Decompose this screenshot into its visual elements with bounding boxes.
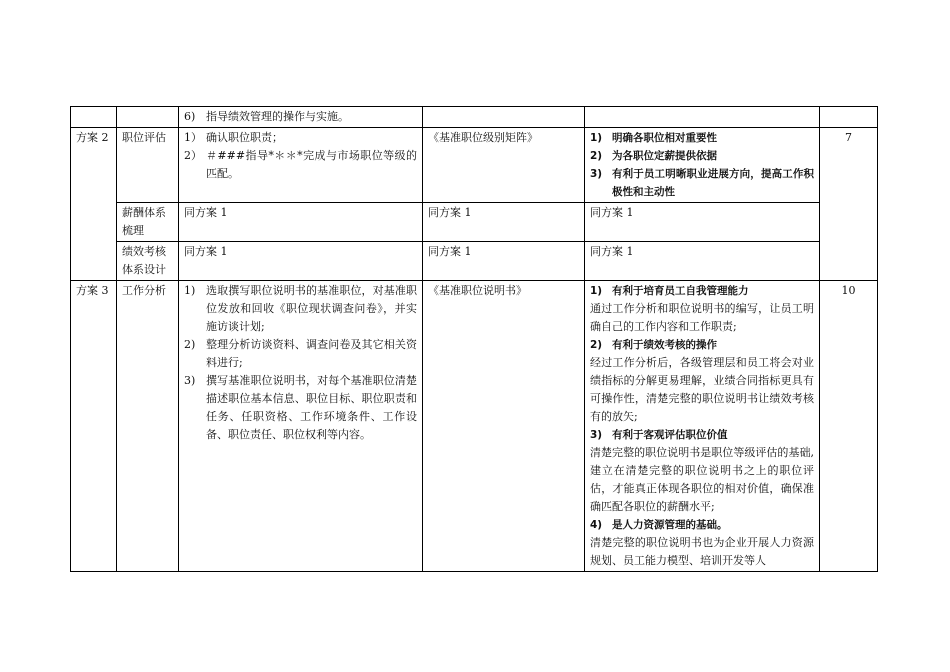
benefit-description: 清楚完整的职位说明书也为企业开展人力资源规划、员工能力模型、培训开发等人 <box>590 536 814 567</box>
table-row <box>71 107 878 128</box>
module-name: 工作分析 <box>122 284 166 297</box>
benefits-cell <box>585 107 820 128</box>
module-name: 薪酬体系梳理 <box>122 206 166 237</box>
output-cell <box>423 128 585 203</box>
list-item <box>184 336 417 372</box>
scheme-label-cell <box>71 128 117 281</box>
scheme-cell <box>71 107 117 128</box>
list-item <box>590 165 814 201</box>
score-cell <box>820 281 878 572</box>
item-number: 2） <box>184 149 202 162</box>
item-text: 为各职位定薪提供依据 <box>612 150 717 162</box>
output-doc: 《基准职位级别矩阵》 <box>428 131 538 144</box>
same-as-text: 同方案 1 <box>590 206 634 219</box>
module-cell <box>117 281 179 572</box>
item-text: 选取撰写职位说明书的基准职位，对基准职位发放和回收《职位现状调查问卷》，并实施访谈计划; <box>206 284 417 333</box>
list-item <box>184 282 417 336</box>
plan-comparison-table <box>70 106 878 572</box>
benefit-title <box>590 282 814 300</box>
output-cell <box>423 242 585 281</box>
module-cell <box>117 107 179 128</box>
output-cell <box>423 281 585 572</box>
list-item <box>184 108 417 126</box>
table-row <box>71 128 878 203</box>
output-doc: 《基准职位说明书》 <box>428 284 527 297</box>
item-number: 2) <box>590 339 603 351</box>
item-text: 整理分析访谈资料、调查问卷及其它相关资料进行; <box>206 338 417 369</box>
score-cell <box>820 107 878 128</box>
same-as-text: 同方案 1 <box>428 206 472 219</box>
benefit-title <box>590 426 814 444</box>
item-number: 1） <box>184 131 202 144</box>
item-text: 有利于员工明晰职业进展方向，提高工作积极性和主动性 <box>612 168 814 198</box>
item-number: 3) <box>590 168 603 180</box>
benefits-cell <box>585 128 820 203</box>
item-number: 4) <box>590 519 603 531</box>
benefit-title <box>590 516 814 534</box>
scheme-label: 方案 2 <box>76 131 109 144</box>
benefits-cell <box>585 203 820 242</box>
item-text: 确认职位职责； <box>206 131 283 144</box>
table-row <box>71 242 878 281</box>
list-item <box>590 147 814 165</box>
item-number: 1) <box>184 284 196 297</box>
item-text: 有利于客观评估职位价值 <box>612 429 728 441</box>
item-text: 是人力资源管理的基础。 <box>612 519 728 531</box>
benefit-description: 通过工作分析和职位说明书的编写，让员工明确自己的工作内容和工作职责; <box>590 302 814 333</box>
module-name: 职位评估 <box>122 131 166 144</box>
score-value: 7 <box>845 131 852 144</box>
benefit-description: 清楚完整的职位说明书是职位等级评估的基础,建立在清楚完整的职位说明书之上的职位评估，才能真正体现各职位的相对价值，确保准确匹配各职位的薪酬水平; <box>590 446 814 513</box>
module-cell <box>117 203 179 242</box>
item-number: 1) <box>590 132 603 144</box>
steps-cell <box>179 242 423 281</box>
list-item <box>184 147 417 183</box>
item-number: 3) <box>590 429 603 441</box>
output-cell <box>423 107 585 128</box>
list-item <box>184 129 417 147</box>
benefit-title <box>590 336 814 354</box>
output-cell <box>423 203 585 242</box>
steps-cell <box>179 128 423 203</box>
list-item <box>590 129 814 147</box>
item-text: ＃###指导*＊＊*完成与市场职位等级的匹配。 <box>206 149 417 180</box>
module-cell <box>117 128 179 203</box>
same-as-text: 同方案 1 <box>184 206 228 219</box>
steps-cell <box>179 203 423 242</box>
steps-cell <box>179 107 423 128</box>
module-name: 绩效考核体系设计 <box>122 245 166 276</box>
item-number: 3) <box>184 374 196 387</box>
benefits-cell <box>585 242 820 281</box>
same-as-text: 同方案 1 <box>590 245 634 258</box>
benefit-description: 经过工作分析后，各级管理层和员工将会对业绩指标的分解更易理解，业绩合同指标更具有可操作性，清楚完整的职位说明书让绩效考核有的放矢; <box>590 356 814 423</box>
table-row <box>71 203 878 242</box>
benefits-cell <box>585 281 820 572</box>
score-value: 10 <box>841 284 856 297</box>
same-as-text: 同方案 1 <box>184 245 228 258</box>
scheme-label-cell <box>71 281 117 572</box>
list-item <box>184 372 417 444</box>
scheme-label: 方案 3 <box>76 284 109 297</box>
score-cell <box>820 128 878 281</box>
item-text: 有利于绩效考核的操作 <box>612 339 717 351</box>
item-text: 撰写基准职位说明书，对每个基准职位清楚描述职位基本信息、职位目标、职位职责和任务、任职资格、工作环境条件、工作设备、职位责任、职位权利等内容。 <box>206 374 417 441</box>
item-text: 有利于培育员工自我管理能力 <box>612 285 749 297</box>
module-cell <box>117 242 179 281</box>
item-number: 1) <box>590 285 603 297</box>
item-number: 2) <box>590 150 603 162</box>
item-number: 2) <box>184 338 196 351</box>
same-as-text: 同方案 1 <box>428 245 472 258</box>
item-number: 6) <box>184 110 196 123</box>
steps-cell <box>179 281 423 572</box>
item-text: 明确各职位相对重要性 <box>612 132 717 144</box>
table-row <box>71 281 878 572</box>
item-text: 指导绩效管理的操作与实施。 <box>206 110 349 123</box>
